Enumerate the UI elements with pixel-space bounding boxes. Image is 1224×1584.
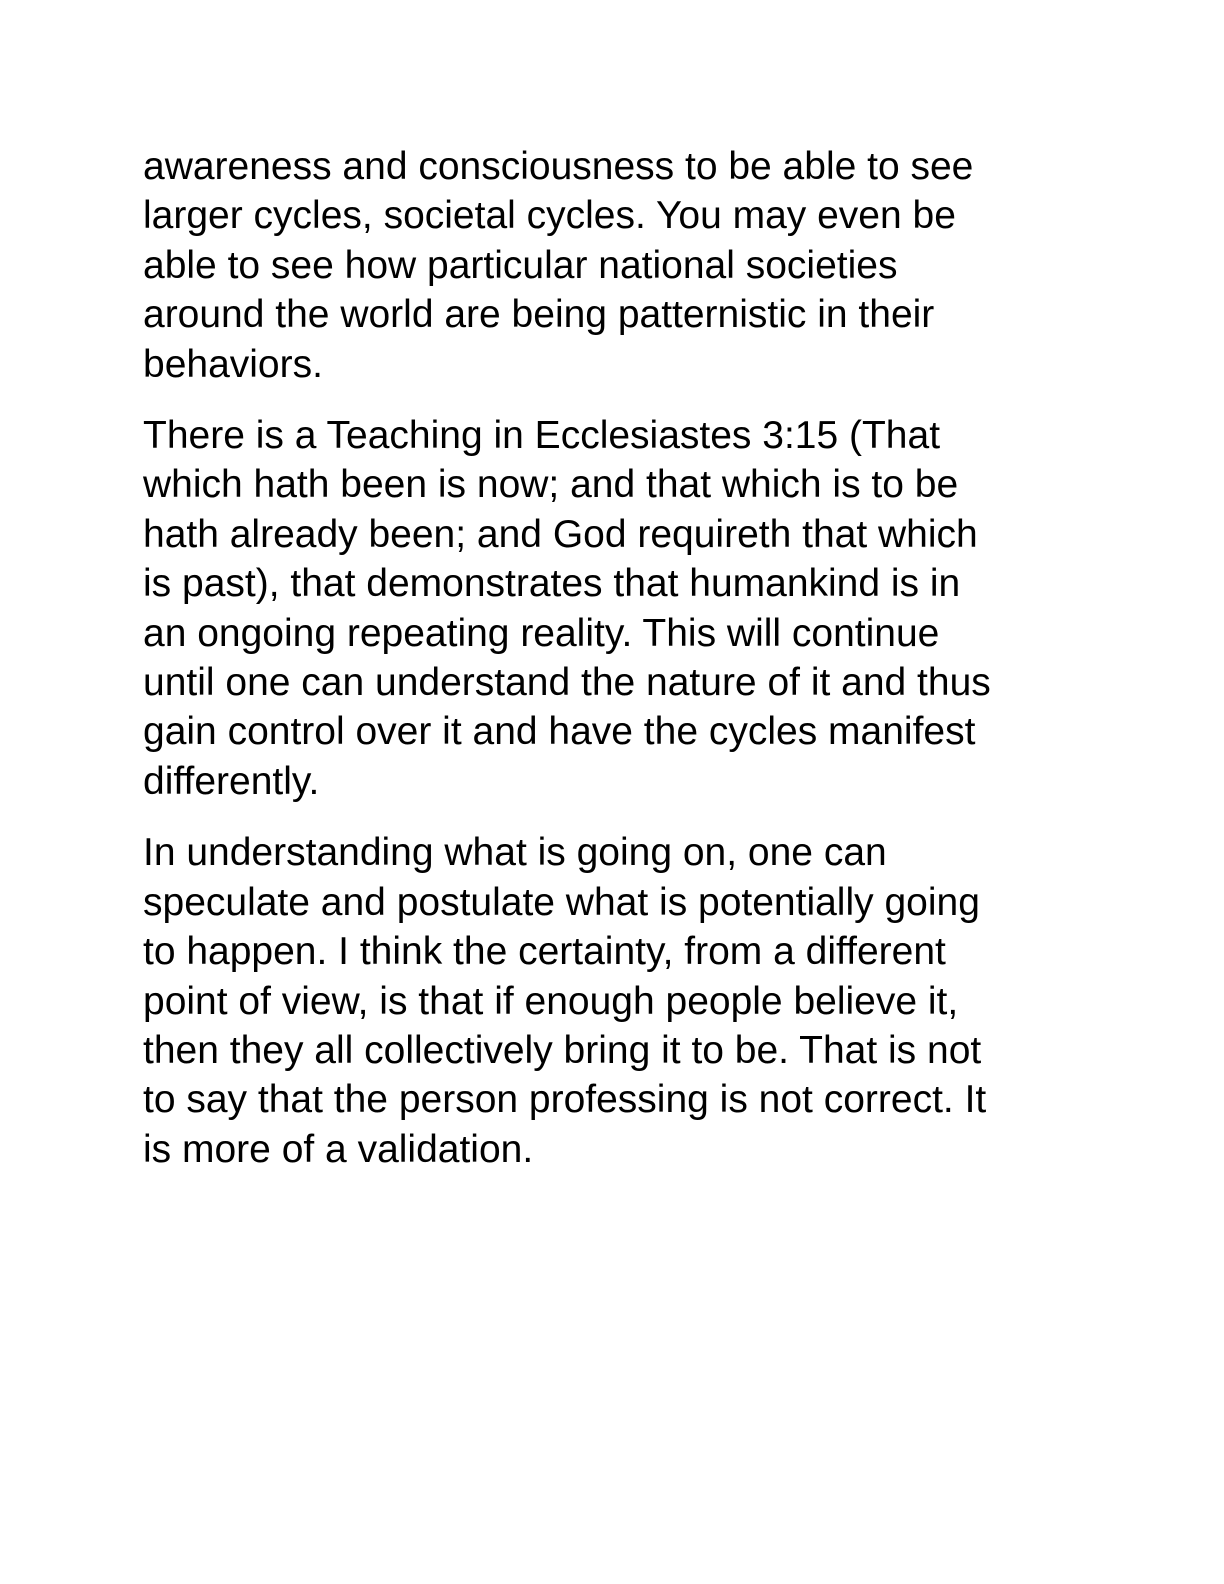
body-text [143,142,1083,1196]
paragraph-1 [143,142,1083,389]
text-line: hath already been; and God requireth that which [143,512,978,556]
text-line: to say that the person professing is not correct. It [143,1078,987,1122]
text-line: to happen. I think the certainty, from a different [143,930,946,974]
paragraph-3 [143,828,1083,1174]
text-line: gain control over it and have the cycles manifest [143,710,976,754]
text-line: around the world are being patternistic in their [143,293,935,337]
text-line: awareness and consciousness to be able to see [143,145,974,188]
text-line: which hath been is now; and that which is to be [143,463,959,507]
text-line: is more of a validation. [143,1127,534,1171]
text-line: There is a Teaching in Ecclesiastes 3:15 (That [143,414,941,458]
text-line: differently. [143,759,320,803]
text-line: behaviors. [143,342,323,386]
text-line: point of view, is that if enough people believe it, [143,979,959,1023]
text-line: until one can understand the nature of it and thus [143,661,991,705]
text-line: is past), that demonstrates that humankind is in [143,562,961,606]
text-line: In understanding what is going on, one can [143,831,887,875]
text-line: larger cycles, societal cycles. You may even be [143,194,956,238]
text-line: an ongoing repeating reality. This will continue [143,611,940,655]
paragraph-2 [143,411,1083,806]
text-line: speculate and postulate what is potentially going [143,880,980,924]
text-line: able to see how particular national societies [143,243,898,287]
text-line: then they all collectively bring it to be. That is not [143,1028,982,1072]
